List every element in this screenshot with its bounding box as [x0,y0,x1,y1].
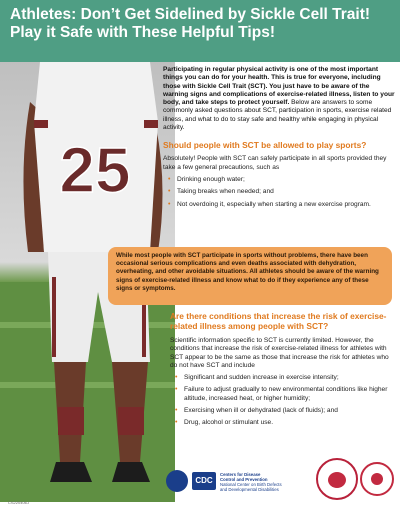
intro-normal-text: Below are answers to some commonly asked questions about SCT, participation in sports, exercise related illness, and what to do to stay safe and healthy while engaging in physical activity. [163,99,392,132]
document-code: CS220406-I [8,500,30,505]
risk-section [170,311,396,432]
coalition-seal-icon [371,473,383,485]
cdc-agency-text [220,472,310,492]
section1-heading: Should people with SCT be allowed to play sports? [163,140,367,151]
list-item: • Significant and sudden increase in exercise intensity; [170,374,396,382]
list-item: • Not overdoing it, especially when starting a new exercise program. [163,201,395,209]
intro-paragraph [163,66,395,132]
section2-heading: Are there conditions that increase the risk of exercise-related illness among people with SCT? [170,311,387,331]
section1-text: Absolutely! People with SCT can safely participate in all sports provided they take a few general precautions, such as [163,155,387,171]
cdc-logo: CDC [192,472,216,490]
list-item: • Drinking enough water; [163,176,395,184]
sickle-cell-coalition-logo [360,462,394,496]
intro-bold-text: Participating in regular physical activity is one of the most important things you can do for your health. This is true for everyone, including those with Sickle Cell Trait (SCT). You just have to be aware of the warning signs and complications of exercise-related illness, listen to your body, and take steps to protect yourself. [163,66,395,107]
cdc-line-1: Centers for Disease [220,472,261,477]
cdc-line-3: National Center on Birth Defects [220,482,282,487]
jersey-number: 25 [59,134,131,206]
title-line-2: Play it Safe with These Helpful Tips! [10,24,275,41]
intro-section [163,66,395,213]
hhs-logo [166,470,188,492]
ash-seal-logo [316,458,358,500]
title-banner [0,0,400,62]
cdc-line-2: Control and Prevention [220,477,268,482]
ash-seal-icon [328,472,346,488]
cdc-line-4: and Developmental Disabilities [220,487,279,492]
list-item: • Drug, alcohol or stimulant use. [170,419,396,427]
section2-text: Scientific information specific to SCT is currently limited. However, the conditions that increase the risk of exercise-related illness for athletes with SCT appear to be the same as those that increase the risk for athletes who do not have SCT and include [170,337,389,369]
warning-callout: While most people with SCT participate in sports without problems, there have been occasional serious complications and even deaths associated with dehydration, overheating, and other avoidable situations. All athletes should be aware of the warning signs of exercise-related illness and know what to do if they experience any of these signs or symptoms. [108,247,392,305]
section1-bullets [163,176,395,209]
title-line-1: Athletes: Don’t Get Sidelined by Sickle Cell Trait! [10,6,371,23]
list-item: • Taking breaks when needed; and [163,188,395,196]
list-item: • Exercising when ill or dehydrated (lack of fluids); and [170,407,396,415]
list-item: • Failure to adjust gradually to new environmental conditions like higher altitude, increased heat, or higher humidity; [170,386,396,403]
section2-bullets [170,374,396,427]
